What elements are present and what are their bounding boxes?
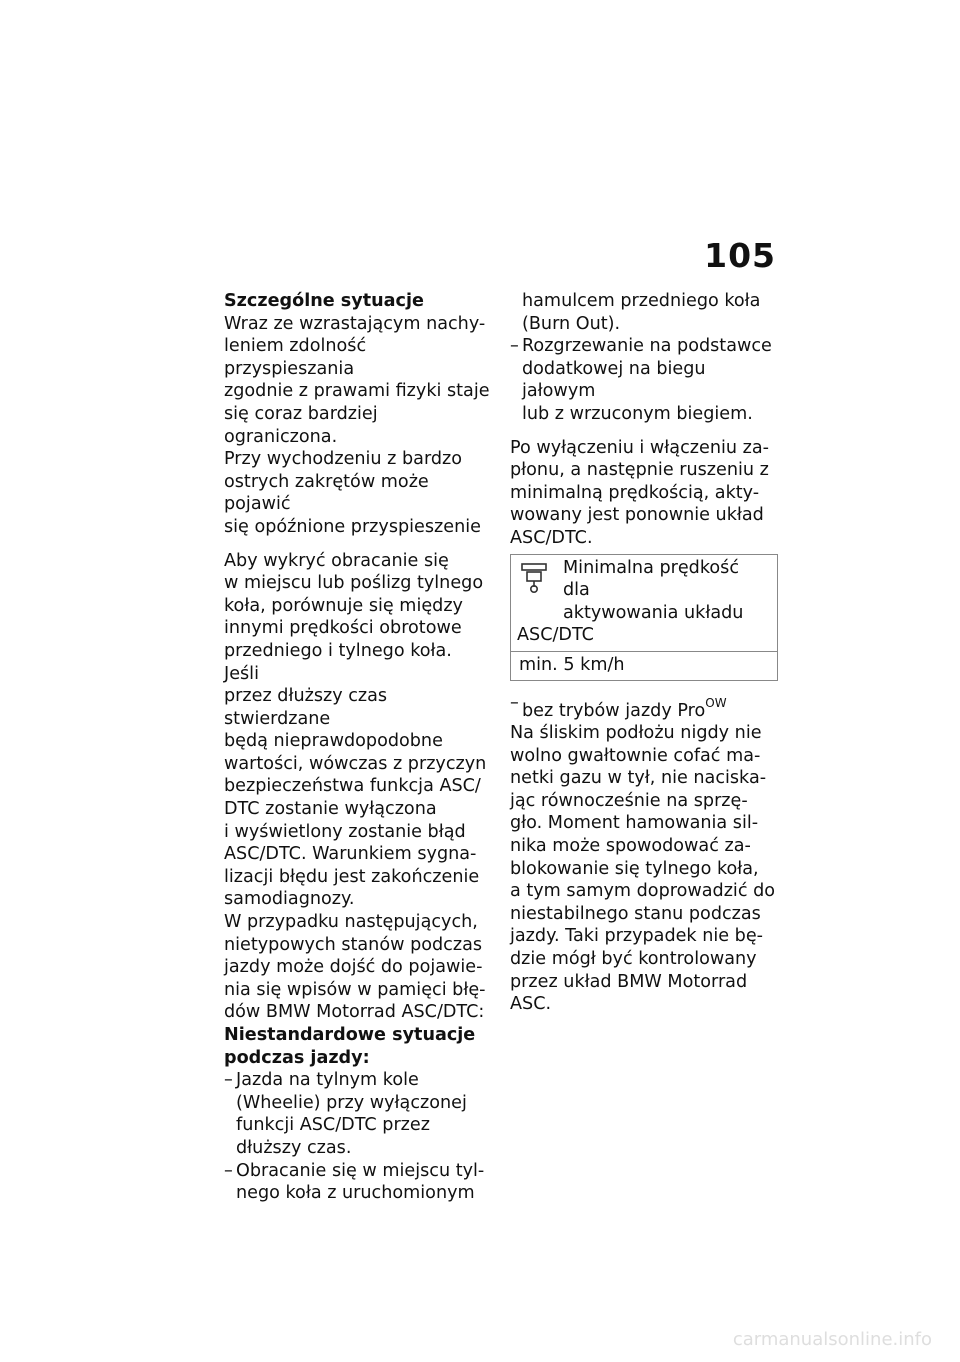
list-item-burnout-continued: hamulcem przedniego koła (Burn Out). bbox=[522, 291, 761, 334]
paragraph-error-entries: W przypadku następujących, nietypowych stanów podczas jazdy może dojść do pojawie- nia się wpisów w pamięci błę- dów BMW Motorrad ASC/DTC: bbox=[224, 912, 486, 1023]
heading-special-situations: Szczególne sytuacje bbox=[224, 291, 424, 311]
paragraph-slippery-surface: Na śliskim podłożu nigdy nie wolno gwałtownie cofać ma- netki gazu w tył, nie naciska- jąc równocześnie na sprzę- gło. Moment hamowania sil- nika może spowodować za- blokowanie się tylnego koła, a tym samym doprowadzić do niestabilnego stanu podczas jazdy. Taki przypadek nie bę- dzie mógł być kontrolowany przez układ BMW Motorrad ASC. bbox=[510, 723, 776, 1015]
list-item-burnout: – Obracanie się w miejscu tyl- nego koła z uruchomionym bbox=[224, 1160, 490, 1205]
watermark: carmanualsonline.info bbox=[732, 1329, 932, 1350]
page-number: 105 bbox=[704, 236, 776, 275]
info-box-value: min. 5 km/h bbox=[519, 654, 625, 675]
right-column bbox=[510, 290, 778, 1016]
heading-nonstandard-situations: Niestandardowe sytuacje podczas jazdy: bbox=[224, 1025, 476, 1068]
list-item-wheelie: – Jazda na tylnym kole (Wheelie) przy wyłączonej funkcji ASC/DTC przez dłuższy czas. bbox=[224, 1069, 490, 1159]
paragraph-detection: Aby wykryć obracanie się w miejscu lub poślizg tylnego koła, porównuje się między innymi prędkości obrotowe przedniego i tylnego koła. Jeśli przez dłuższy czas stwierdzane będą nieprawdopodobne wartości, wówczas z przyczyn bezpieczeństwa funkcja ASC/ DTC zostanie wyłączona i wyświetlony zostanie błąd ASC/DTC. Warunkiem sygna- lizacji błędu jest zakończenie samodiagnozy. bbox=[224, 550, 487, 910]
left-column bbox=[224, 290, 490, 1205]
paragraph-reactivation: Po wyłączeniu i włączeniu za- płonu, a następnie ruszeniu z minimalną prędkością, akty- wowany jest ponownie układ ASC/DTC. bbox=[510, 437, 769, 548]
info-box-header: Minimalna prędkość dla aktywowania układu ASC/DTC bbox=[511, 555, 777, 652]
engine-piston-icon bbox=[521, 563, 547, 593]
paragraph-acceleration: Wraz ze wzrastającym nachy- leniem zdolność przyspieszania zgodnie z prawami fizyki staje się coraz bardziej ograniczona. Przy wychodzeniu z bardzo ostrych zakrętów może pojawić się opóźnione przyspieszenie bbox=[224, 313, 490, 537]
superscript-ow: OW bbox=[705, 695, 727, 710]
list-item-no-pro-modes: – bez trybów jazdy Pro$^{OW}$ bbox=[510, 692, 778, 723]
info-box-min-speed bbox=[510, 554, 778, 681]
list-item-warmup: – Rozgrzewanie na podstawce dodatkowej na biegu jałowym lub z wrzuconym biegiem. bbox=[510, 335, 778, 425]
